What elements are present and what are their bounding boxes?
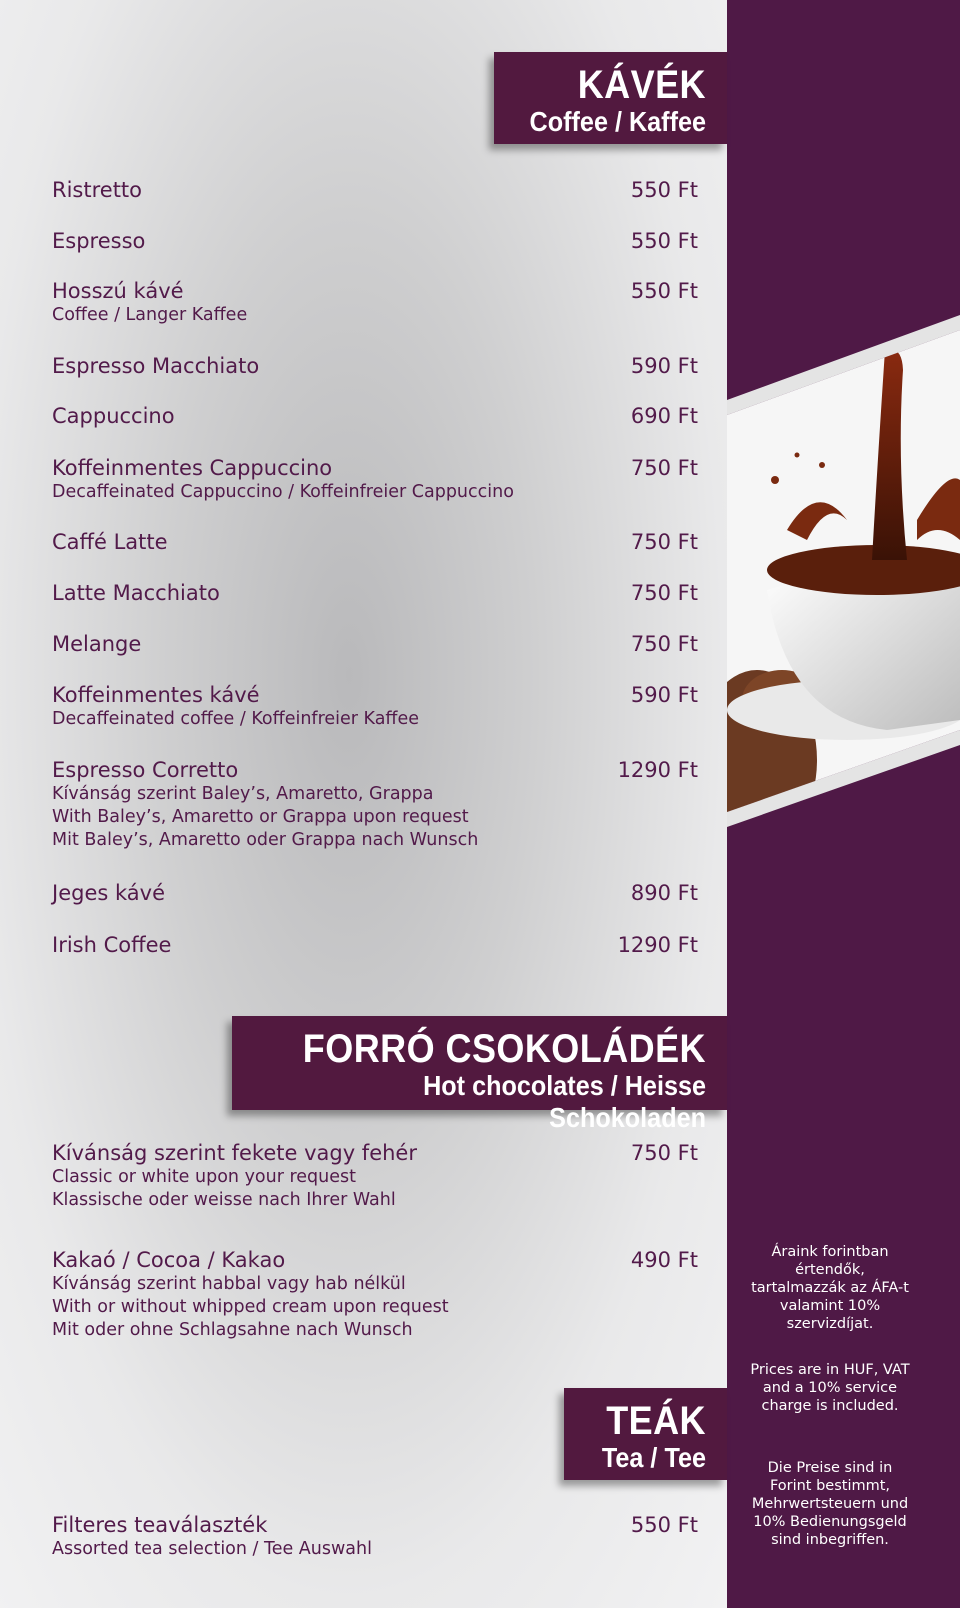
menu-item (52, 932, 698, 958)
coffee-section-title: KÁVÉK (577, 63, 706, 107)
item-description: Mit oder ohne Schlagsahne nach Wunsch (52, 1320, 413, 1340)
item-price: 890 Ft (630, 881, 698, 905)
menu-item (52, 880, 698, 906)
item-name: Hosszú kávé (52, 279, 184, 303)
item-name: Melange (52, 632, 142, 656)
menu-item (52, 682, 698, 731)
menu-item (52, 1512, 698, 1561)
item-description: Kívánság szerint Baley’s, Amaretto, Grappa (52, 784, 434, 804)
menu-item (52, 757, 698, 852)
coffee-section-subtitle: Coffee / Kaffee (529, 106, 706, 137)
menu-item (52, 278, 698, 327)
item-description: Classic or white upon your request (52, 1167, 357, 1187)
item-name: Espresso Macchiato (52, 354, 260, 378)
item-price: 1290 Ft (617, 933, 698, 957)
item-name: Latte Macchiato (52, 581, 220, 605)
item-description: Klassische oder weisse nach Ihrer Wahl (52, 1190, 396, 1210)
item-name: Filteres teaválaszték (52, 1513, 268, 1537)
item-description: Decaffeinated coffee / Koffeinfreier Kaffee (52, 709, 420, 729)
item-name: Koffeinmentes Cappuccino (52, 456, 333, 480)
item-name: Jeges kávé (52, 881, 165, 905)
menu-item (52, 580, 698, 606)
item-price: 550 Ft (630, 178, 698, 202)
item-description: Kívánság szerint habbal vagy hab nélkül (52, 1274, 406, 1294)
item-price: 590 Ft (630, 683, 698, 707)
item-price: 750 Ft (630, 632, 698, 656)
item-description: Coffee / Langer Kaffee (52, 305, 248, 325)
item-name: Kakaó / Cocoa / Kakao (52, 1248, 286, 1272)
item-name: Koffeinmentes kávé (52, 683, 260, 707)
item-description: Assorted tea selection / Tee Auswahl (52, 1539, 372, 1559)
chocolate-section-subtitle: Hot chocolates / Heisse Schokoladen (423, 1070, 706, 1133)
tea-section-subtitle: Tea / Tee (601, 1442, 706, 1473)
tea-section-title: TEÁK (606, 1399, 706, 1443)
item-name: Caffé Latte (52, 530, 168, 554)
menu-item (52, 177, 698, 203)
item-name: Irish Coffee (52, 933, 172, 957)
menu-item (52, 228, 698, 254)
menu-item (52, 1247, 698, 1342)
item-price: 1290 Ft (617, 758, 698, 782)
item-price: 750 Ft (630, 530, 698, 554)
item-price: 750 Ft (630, 581, 698, 605)
chocolate-section-title: FORRÓ CSOKOLÁDÉK (302, 1027, 706, 1071)
item-price: 690 Ft (630, 404, 698, 428)
item-description: With Baley’s, Amaretto or Grappa upon request (52, 807, 469, 827)
price-note-de: Die Preise sind in Forint bestimmt, Mehrwertsteuern und 10% Bedienungsgeld sind inbegriffen. (751, 1460, 909, 1548)
menu-item (52, 455, 698, 504)
item-name: Espresso (52, 229, 146, 253)
price-note-en: Prices are in HUF, VAT and a 10% service charge is included. (750, 1362, 910, 1414)
item-name: Cappuccino (52, 404, 175, 428)
menu-item (52, 1140, 698, 1212)
item-name: Ristretto (52, 178, 143, 202)
item-name: Espresso Corretto (52, 758, 239, 782)
item-price: 550 Ft (630, 1513, 698, 1537)
item-price: 550 Ft (630, 229, 698, 253)
item-price: 590 Ft (630, 354, 698, 378)
item-description: Decaffeinated Cappuccino / Koffeinfreier Cappuccino (52, 482, 514, 502)
item-price: 750 Ft (630, 456, 698, 480)
menu-item (52, 403, 698, 429)
item-description: Mit Baley’s, Amaretto oder Grappa nach Wunsch (52, 830, 479, 850)
menu-item (52, 631, 698, 657)
menu-item (52, 353, 698, 379)
chocolate-section-banner (232, 1016, 727, 1133)
item-price: 750 Ft (630, 1141, 698, 1165)
item-price: 490 Ft (630, 1248, 698, 1272)
coffee-section-banner (494, 52, 727, 144)
item-name: Kívánság szerint fekete vagy fehér (52, 1141, 417, 1165)
item-price: 550 Ft (630, 279, 698, 303)
price-note-hu: Áraink forintban értendők, tartalmazzák az ÁFA-t valamint 10% szervizdíjat. (751, 1244, 909, 1332)
tea-section-banner (564, 1388, 727, 1480)
item-description: With or without whipped cream upon request (52, 1297, 449, 1317)
menu-item (52, 529, 698, 555)
